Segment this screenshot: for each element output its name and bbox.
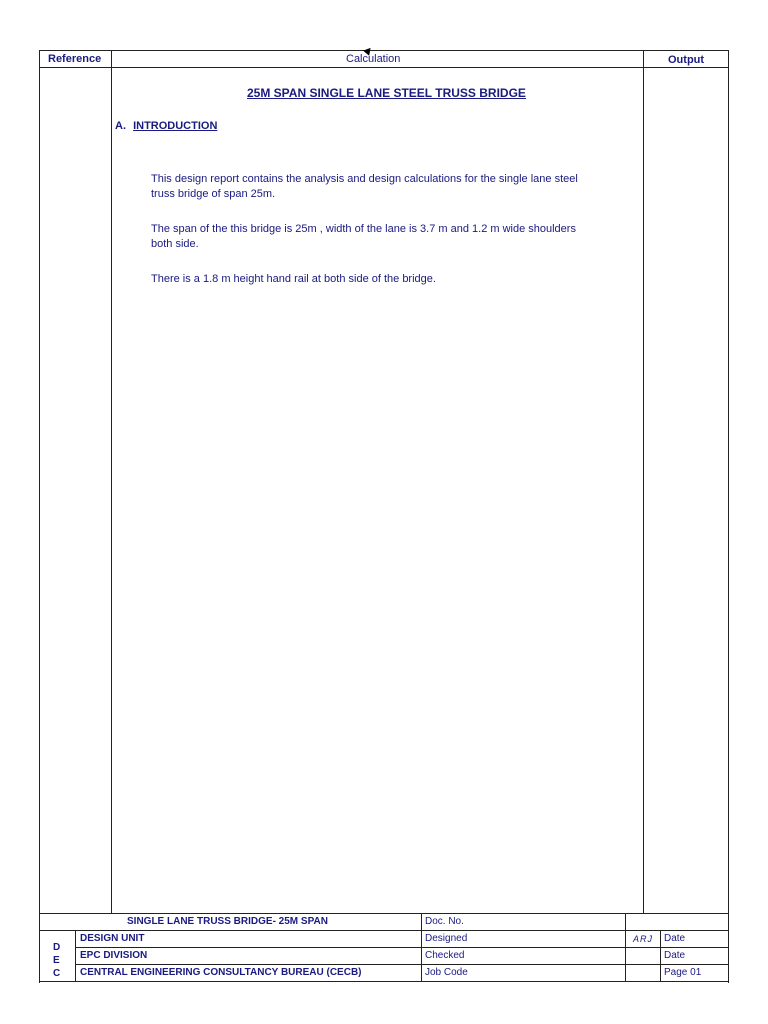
footer-project-title: SINGLE LANE TRUSS BRIDGE- 25M SPAN: [127, 916, 328, 927]
footer-row-3: [75, 964, 729, 965]
frame-left: [39, 50, 40, 983]
section-label: A.: [115, 120, 126, 132]
footer-date-label-2: Date: [664, 950, 686, 961]
footer-designer-initials: ARJ: [633, 934, 654, 944]
paragraph-2: [151, 222, 576, 252]
section-heading: [115, 120, 217, 132]
footer-page-number: Page 01: [664, 967, 702, 978]
paragraph-line: This design report contains the analysis and design calculations for the single lane steel: [151, 173, 578, 185]
reference-header: Reference: [48, 53, 102, 65]
paragraph-1: [151, 172, 578, 202]
footer-epc-division: EPC DIVISION: [80, 950, 148, 961]
footer-checked-label: Checked: [425, 950, 465, 961]
footer-dec-c: C: [53, 968, 61, 979]
paragraph-line: both side.: [151, 238, 199, 250]
footer-design-unit: DESIGN UNIT: [80, 933, 145, 944]
output-column-divider: [643, 50, 644, 914]
paragraph-line: truss bridge of span 25m.: [151, 188, 276, 200]
frame-header-bottom: [39, 67, 729, 68]
footer-initials-divider: [625, 913, 626, 981]
footer-mid-divider: [421, 913, 422, 981]
ref-column-divider: [111, 50, 112, 914]
footer-designed-label: Designed: [425, 933, 468, 944]
report-title: 25M SPAN SINGLE LANE STEEL TRUSS BRIDGE: [247, 86, 526, 100]
output-header: Output: [668, 54, 705, 66]
footer-job-code-label: Job Code: [425, 967, 468, 978]
frame-top: [39, 50, 729, 51]
paragraph-line: The span of the this bridge is 25m , width of the lane is 3.7 m and 1.2 m wide shoulders: [151, 223, 576, 235]
calculation-header: Calculation: [346, 53, 401, 65]
footer-dec-e: E: [53, 955, 60, 966]
footer-bottom: [39, 981, 729, 982]
footer-dec-d: D: [53, 942, 61, 953]
footer-date-label-1: Date: [664, 933, 686, 944]
footer-doc-no: Doc. No.: [425, 916, 464, 927]
frame-right: [728, 50, 729, 983]
footer-row-2: [75, 947, 729, 948]
paragraph-3: [151, 272, 436, 287]
section-title: INTRODUCTION: [133, 120, 218, 132]
paragraph-line: There is a 1.8 m height hand rail at both side of the bridge.: [151, 273, 436, 285]
footer-right-divider: [660, 930, 661, 981]
footer-organization: CENTRAL ENGINEERING CONSULTANCY BUREAU (CECB): [80, 967, 362, 978]
footer-dec-divider: [75, 930, 76, 981]
